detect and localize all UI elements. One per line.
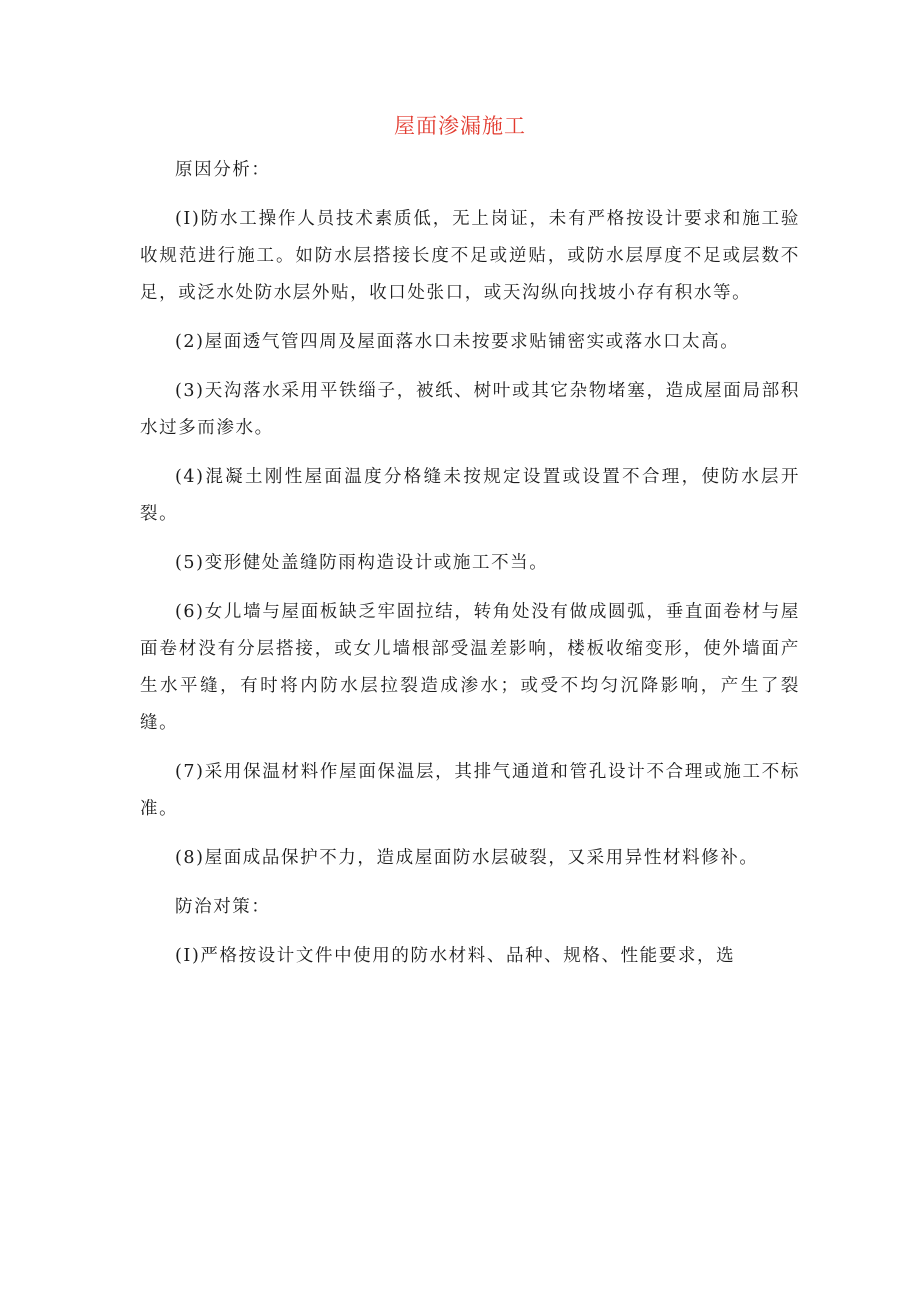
cause-heading: 原因分析： — [175, 160, 271, 180]
measure-paragraph-1: (I)严格按设计文件中使用的防水材料、品种、规格、性能要求，选 — [175, 946, 736, 966]
measure-heading: 防治对策： — [175, 897, 271, 917]
document-title: 屋面渗漏施工 — [394, 114, 526, 138]
cause-paragraph-3: (3)天沟落水采用平铁缁子，被纸、树叶或其它杂物堵塞，造成屋面局部积水过多而渗水。 — [140, 381, 800, 438]
cause-paragraph-4: (4)混凝土刚性屋面温度分格缝未按规定设置或设置不合理，使防水层开裂。 — [140, 467, 800, 524]
document-body — [140, 152, 800, 987]
cause-paragraph-7: (7)采用保温材料作屋面保温层，其排气通道和管孔设计不合理或施工不标准。 — [140, 762, 800, 819]
cause-paragraph-6: (6)女儿墙与屋面板缺乏牢固拉结，转角处没有做成圆弧，垂直面卷材与屋面卷材没有分层搭接，或女儿墙根部受温差影响，楼板收缩变形，使外墙面产生水平缝，有时将内防水层拉裂造成渗水；或受不均匀沉降影响，产生了裂缝。 — [140, 602, 800, 733]
cause-paragraph-8: (8)屋面成品保护不力，造成屋面防水层破裂，又采用异性材料修补。 — [175, 848, 759, 868]
cause-paragraph-5: (5)变形健处盖缝防雨构造设计或施工不当。 — [175, 553, 549, 573]
cause-paragraph-2: (2)屋面透气管四周及屋面落水口未按要求贴铺密实或落水口太高。 — [175, 332, 740, 352]
cause-paragraph-1: (I)防水工操作人员技术素质低，无上岗证，未有严格按设计要求和施工验收规范进行施工。如防水层搭接长度不足或逆贴，或防水层厚度不足或层数不足，或泛水处防水层外贴，收口处张口，或天沟纵向找坡小存有积水等。 — [140, 209, 800, 303]
